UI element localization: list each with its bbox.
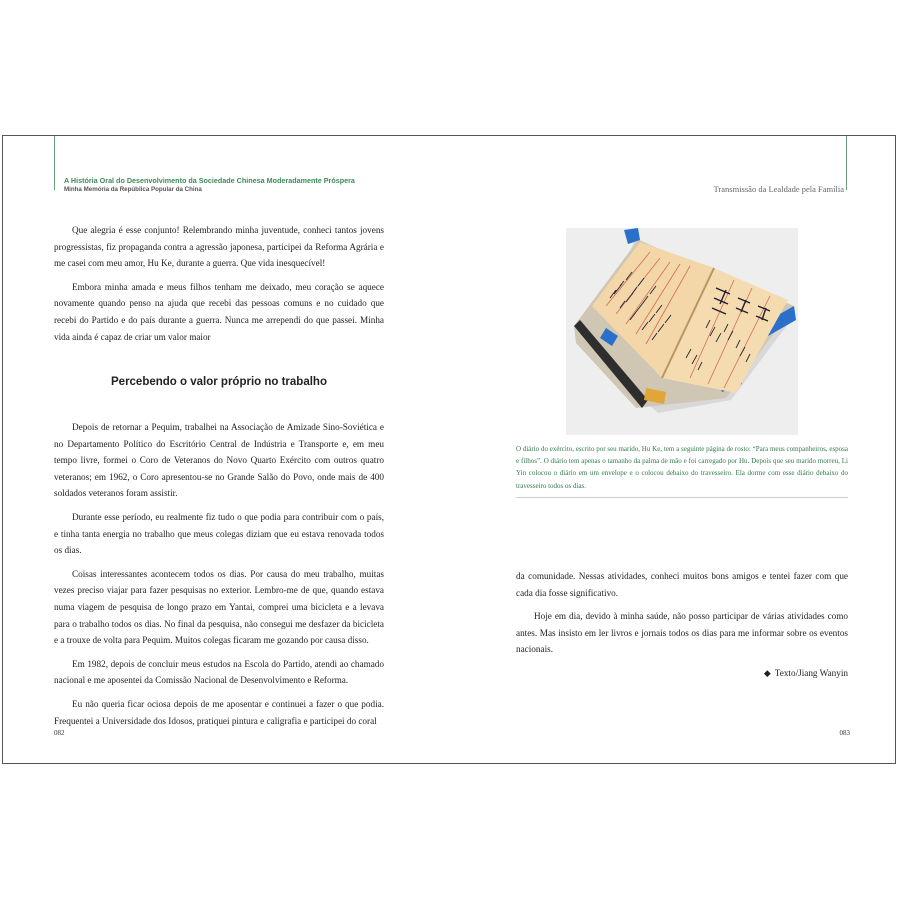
- header-rule-right: [846, 136, 847, 190]
- paragraph: Depois de retornar a Pequim, trabalhei na Associação de Amizade Sino-Soviética e no Departamento Político do Escritório Central de Indústria e Transporte e, em meu tempo livre, formei o Coro de Veteranos do Novo Quarto Exército com outros quatro veteranos; em 1962, o Coro apresentou-se no Grande Salão do Povo, onde mais de 400 soldados veteranos foram assistir.: [54, 422, 384, 499]
- paragraph: Que alegria é esse conjunto! Relembrando minha juventude, conheci tantos jovens progressistas, fiz propaganda contra a agressão japonesa, participei da Reforma Agrária e me casei com meu amor, Hu Ke, durante a guerra. Que vida inesquecível!: [54, 225, 384, 269]
- paragraph: Coisas interessantes acontecem todos os dias. Por causa do meu trabalho, muitas vezes preciso viajar para fazer pesquisas no exterior. Lembro-me de que, quando estava numa viagem de pesquisa de longo prazo em Yantai, comprei uma bicicleta e a levava para o trabalho todos os dias. No final da pesquisa, não consegui me desfazer da bicicleta e a trouxe de volta para Pequim. Muitos colegas ficaram me gozando por causa disso.: [54, 568, 384, 646]
- paragraph: Eu não queria ficar ociosa depois de me aposentar e continuei a fazer o que podia. Frequentei a Universidade dos Idosos, pratiquei pintura e caligrafia e participei do coral: [54, 698, 384, 726]
- left-section-text: [54, 419, 384, 736]
- page-number-right: 083: [839, 729, 850, 737]
- paragraph: Em 1982, depois de concluir meus estudos na Escola do Partido, atendi ao chamado nacional e me aposentei da Comissão Nacional de Desenvolvimento e Reforma.: [54, 658, 384, 686]
- book-subtitle: Minha Memória da República Popular da China: [64, 186, 202, 193]
- right-text: [516, 568, 848, 682]
- header-rule-left: [54, 136, 55, 190]
- section-heading: Percebendo o valor próprio no trabalho: [111, 376, 327, 388]
- paragraph: Hoje em dia, devido à minha saúde, não posso participar de várias atividades como antes. Mas insisto em ler livros e jornais todos os dias para me informar sobre os eventos nacionais.: [516, 611, 848, 655]
- book-title: A História Oral do Desenvolvimento da Sociedade Chinesa Moderadamente Próspera: [64, 176, 355, 185]
- signature: [516, 665, 848, 682]
- caption-divider: [516, 497, 848, 498]
- diary-illustration: [566, 228, 798, 435]
- diamond-bullet-icon: ◆: [763, 667, 771, 678]
- paragraph: da comunidade. Nessas atividades, conheci muitos bons amigos e tentei fazer com que cada dia fosse significativo.: [516, 571, 848, 598]
- left-intro-text: [54, 222, 384, 352]
- signature-text: Texto/Jiang Wanyin: [774, 667, 848, 678]
- chapter-title: Transmissão da Lealdade pela Família: [713, 184, 844, 194]
- paragraph: Durante esse período, eu realmente fiz tudo o que podia para contribuir com o país, e tinha tanta energia no trabalho que meus colegas diziam que eu estava renovada todos os dias.: [54, 511, 384, 556]
- paragraph: Embora minha amada e meus filhos tenham me deixado, meu coração se aquece novamente quando penso na ajuda que recebi das pessoas comuns e no cuidado que recebi do Partido e do país durante a guerra. Nunca me arrependi do que passei. Minha vida ainda é capaz de criar um valor maior: [54, 281, 384, 342]
- photo-caption: O diário do exército, escrito por seu marido, Hu Ke, tem a seguinte página de rosto: “Para meus companheiros, esposa e filhos”. O diário tem apenas o tamanho da palma de mão e foi carregado por Hu. Depois que seu marido morreu, Li Yin colocou o diário em um envelope e o colocou debaixo do travesseiro. Ela dorme com esse diário debaixo do travesseiro todos os dias.: [516, 445, 848, 490]
- page-number-left: 082: [54, 729, 65, 737]
- diary-photo: [566, 228, 798, 435]
